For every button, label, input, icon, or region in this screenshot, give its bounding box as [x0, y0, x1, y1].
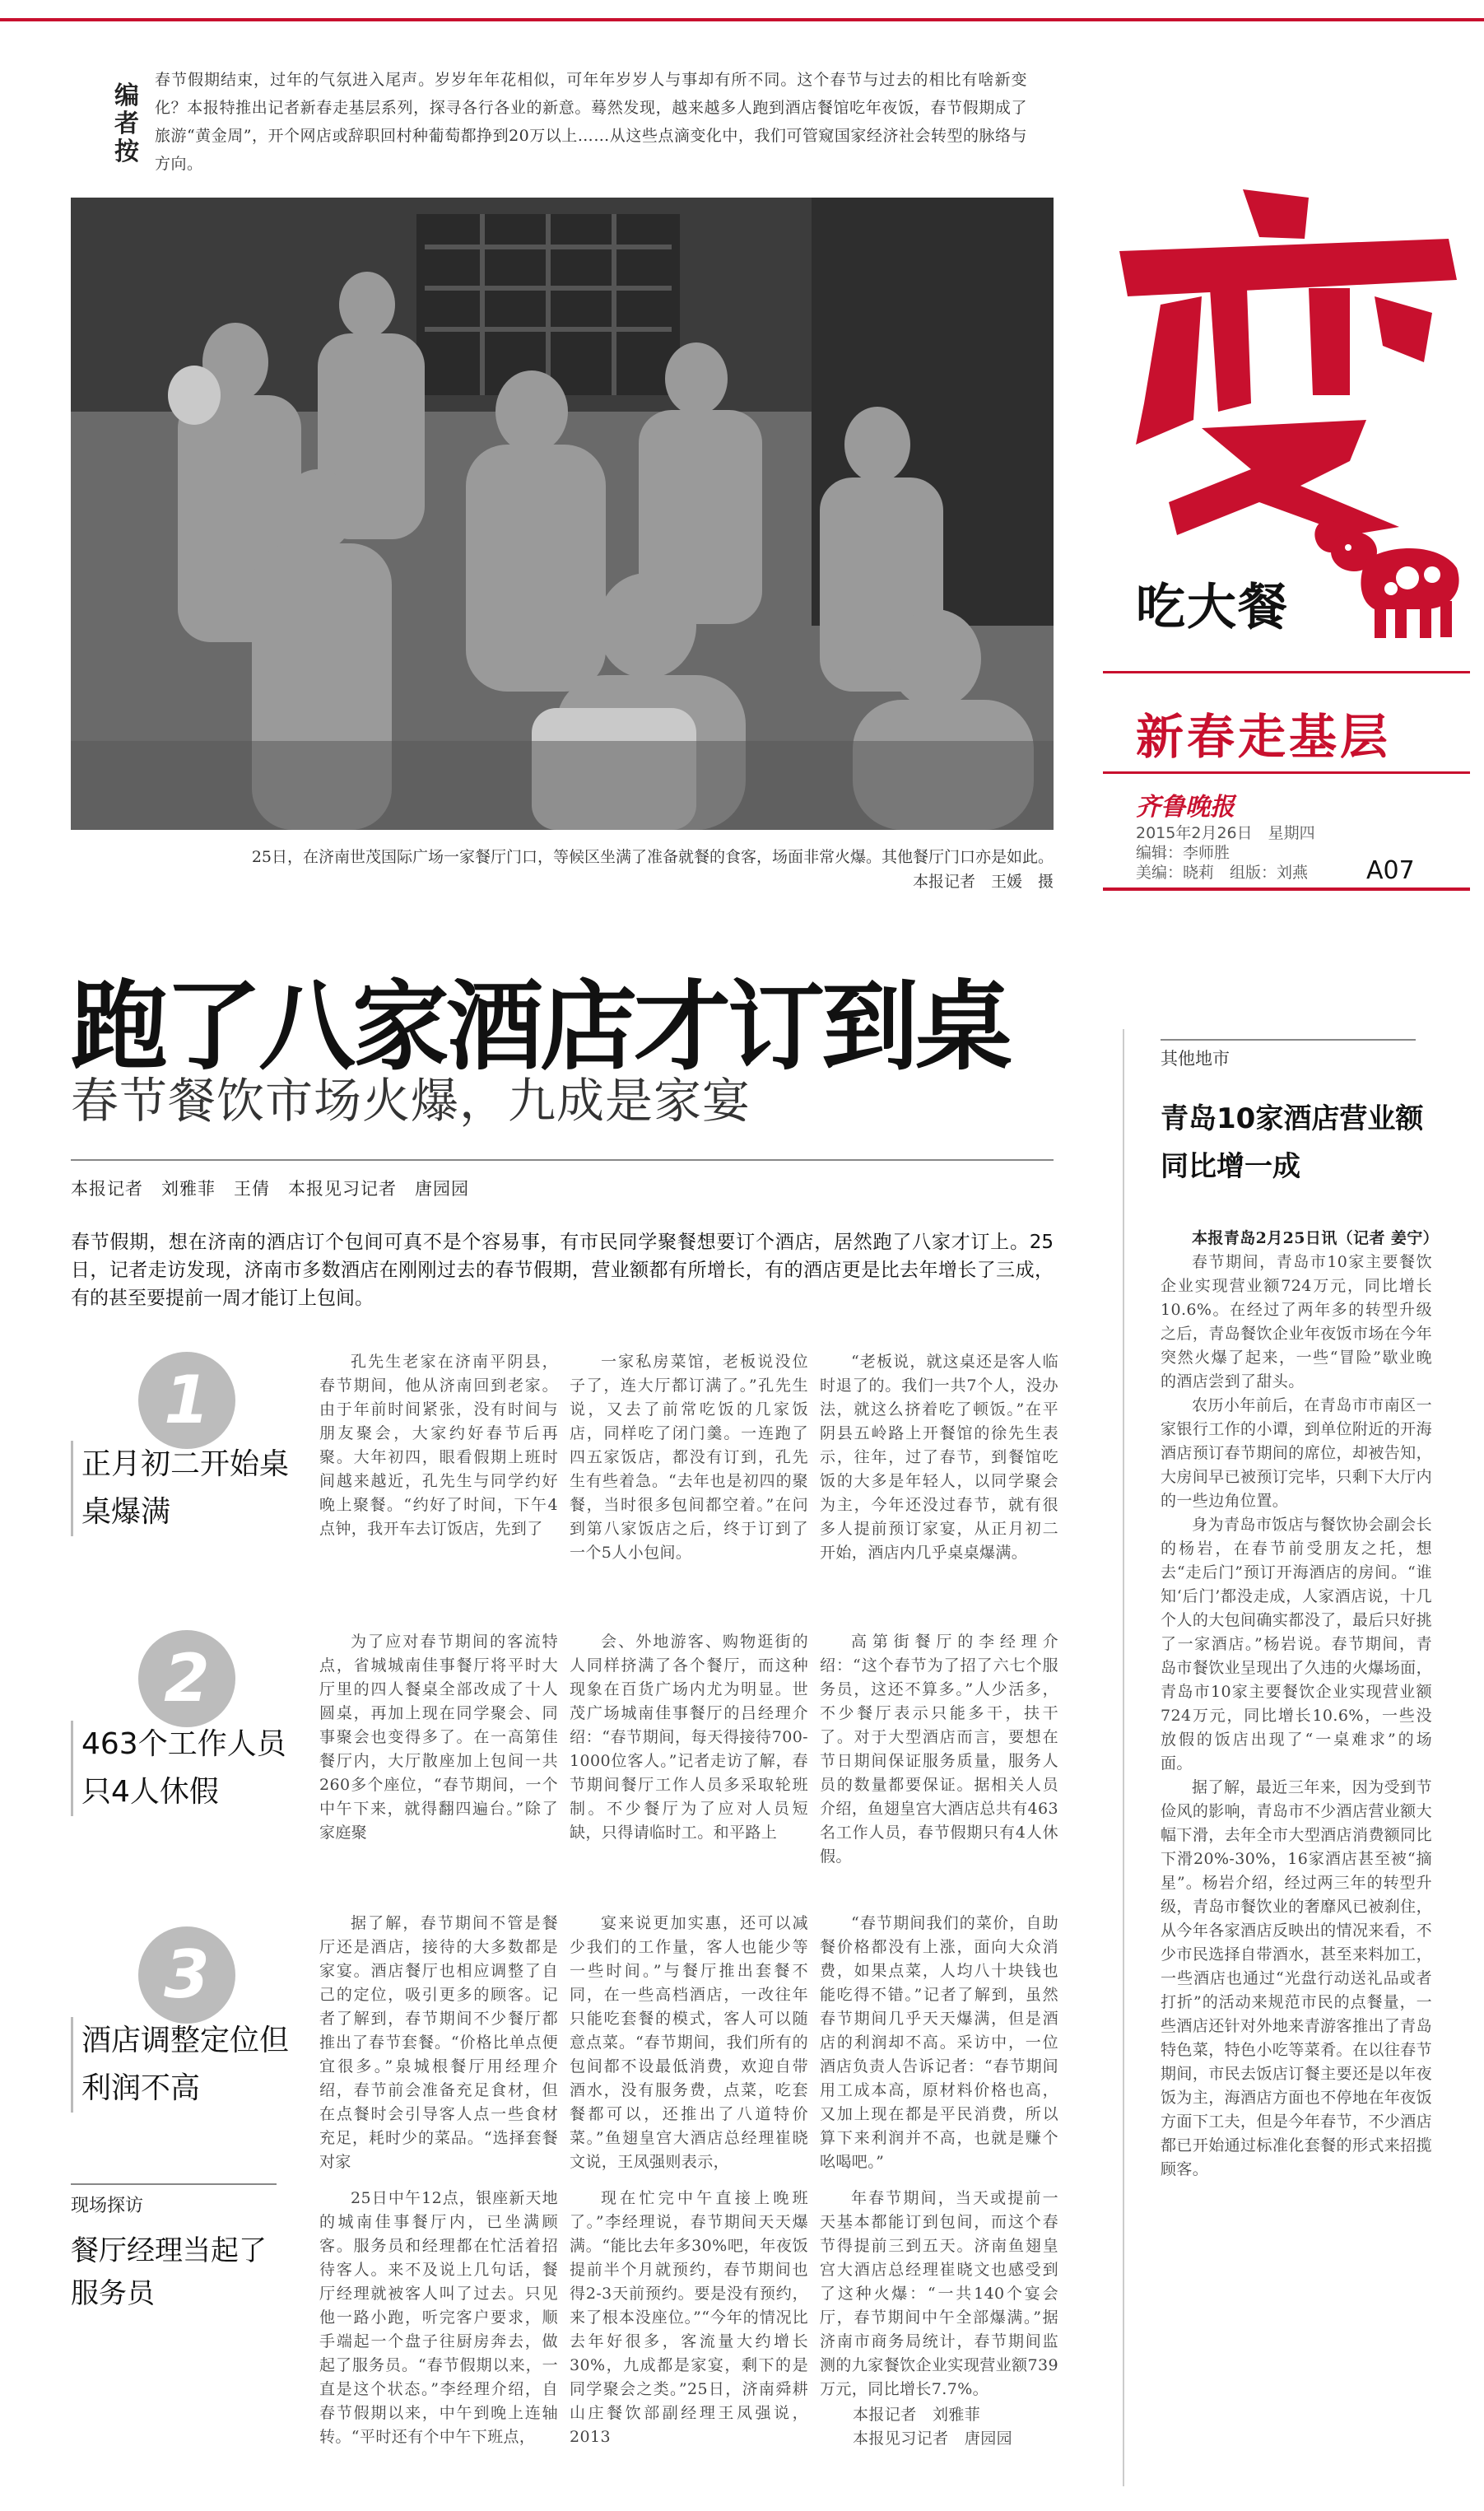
sidebar-paragraph: 据了解，最近三年来，因为受到节俭风的影响，青岛市不少酒店营业额大幅下滑，去年全市大型酒店消费额同比下滑20%-30%，16家酒店甚至被“摘星”。杨岩介绍，经过两三年的转型升级，青岛市餐饮业的奢靡风已被刹住，从今年各家酒店反映出的情况来看，不少市民选择自带酒水，甚至来料加工，一些酒店也通过“光盘行动送礼品或者打折”的活动来规范市民的点餐量，一些酒店还针对外地来青游客推出了青岛特色菜，特色小吃等菜肴。在以往春节期间，市民去饭店订餐主要还是以年夜饭为主，海酒店方面也不停地在年夜饭方面下工夫，但是今年春节，不少酒店都已开始通过标准化套餐的形式来招揽顾客。 [1161, 1778, 1432, 2178]
col-text: “春节期间我们的菜价，自助餐价格都没有上涨，面向大众消费，如果点菜，人均八十块钱也能吃得不错。”记者了解到，虽然春节期间几乎天天爆满，但是酒店的利润却不高。采访中，一位酒店负责人告诉记者：“春节期间用工成本高，原材料价格也高，又加上现在都是平民消费，所以算下来利润并不高，也就是赚个吆喝吧。” [820, 1914, 1058, 2171]
section-number: 2 [164, 1640, 210, 1717]
section-title: 463个工作人员只4人休假 [71, 1721, 309, 1816]
sidebar-text [1161, 1227, 1440, 2182]
photo-caption [198, 845, 1054, 894]
col-text: 宴来说更加实惠，还可以减少我们的工作量，客人也能少等一些时间。”与餐厅推出套餐不同，在一些高档酒店，一改往年只能吃套餐的模式，客人可以随意点菜。“春节期间，我们所有的包间都不设最低消费，欢迎自带酒水，没有服务费，点菜，吃套餐都可以，还推出了八道特价菜。”鱼翅皇宫大酒店总经理崔晓文说，王凤强则表示， [570, 1914, 808, 2171]
section-col [319, 1350, 558, 1541]
col-text: 25日中午12点，银座新天地的城南佳事餐厅内，已坐满顾客。服务员和经理都在忙活着招待客人。来不及说上几句话，餐厅经理就被客人叫了过去。只见他一路小跑，听完客户要求，顺手端起一个盘子往厨房奔去，做起了服务员。“春节假期以来，一直是这个状态。”李经理介绍，自春节假期以来，中午到晚上连轴转。“平时还有个中午下班点， [319, 2189, 558, 2446]
sidebar-paragraph: 春节期间，青岛市10家主要餐饮企业实现营业额724万元，同比增长10.6%。在经过了两年多的转型升级之后，青岛餐饮企业年夜饭市场在今年突然火爆了起来，一些“冒险”歇业晚的酒店尝到了甜头。 [1161, 1253, 1432, 1391]
col-text: 会、外地游客、购物逛街的人同样挤满了各个餐厅，而这种现象在百货广场内尤为明显。世茂广场城南佳事餐厅的吕经理介绍：“春节期间，每天得接待700-1000位客人。”记者走访了解，春节期间餐厅工作人员多采取轮班制。不少餐厅为了应对人员短缺，只得请临时工。和平路上 [570, 1633, 808, 1842]
byline-rule [71, 1159, 1054, 1161]
section-col [319, 1912, 558, 2174]
col-text: 据了解，春节期间不管是餐厅还是酒店，接待的大多数都是家宴。酒店餐厅也相应调整了自己的定位，吸引更多的顾客。记者了解到，春节期间不少餐厅都推出了春节套餐。“价格比单点便宜很多。”泉城根餐厅用经理介绍，春节前会准备充足食材，但在点餐时会引导客人点一些食材充足，耗时少的菜品。“选择套餐对家 [319, 1914, 558, 2171]
editor-note-label: 编者按 [114, 82, 139, 166]
photo-credit: 本报记者 王媛 摄 [912, 873, 1054, 891]
crowd-photo-illustration [71, 198, 1054, 830]
section-title: 酒店调整定位但利润不高 [71, 2017, 309, 2113]
sidebar-title: 青岛10家酒店营业额同比增一成 [1161, 1102, 1424, 1183]
col-text: 孔先生老家在济南平阴县，春节期间，他从济南回到老家。由于年前时间紧张，没有时间与朋友聚会，大家约好春节后再聚。大年初四，眼看假期上班时间越来越近，孔先生与同学约好晚上聚餐。“约好了时间，下午4点钟，我开车去订饭店，先到了 [319, 1353, 558, 1538]
banner-title: 新春走基层 [1136, 709, 1392, 765]
report-label-box [71, 2183, 277, 2217]
section-col [319, 1630, 558, 1845]
section-number: 3 [164, 1936, 210, 2013]
report-credit-1: 本报记者 刘雅菲 [853, 2406, 981, 2424]
report-credit-2: 本报见习记者 唐园园 [853, 2429, 1013, 2448]
section-col [820, 1350, 1058, 1565]
meta-editor: 编辑：李师胜 [1136, 844, 1230, 862]
sidebar-paragraph: 身为青岛市饭店与餐饮协会副会长的杨岩，在春节前受朋友之托，想去“走后门”预订开海酒店的房间。“谁知‘后门’都没走成，人家酒店说，十几个人的大包间确实都没了，最后只好挑了一家酒店。”杨岩说。春节期间，青岛市餐饮业呈现出了久违的火爆场面，青岛市10家主要餐饮企业实现营业额724万元，同比增长10.6%，一些没放假的饭店出现了“一桌难求”的场面。 [1161, 1516, 1432, 1773]
section-col [570, 1350, 808, 1565]
section-col [820, 1630, 1058, 1869]
subheadline: 春节餐饮市场火爆，九成是家宴 [71, 1073, 751, 1129]
sidebar-divider [1123, 1029, 1124, 2486]
headline: 跑了八家酒店才订到桌 [71, 970, 1010, 1083]
sidebar-dateline: 本报青岛2月25日讯（记者 姜宁） [1192, 1229, 1440, 1247]
section-title: 正月初二开始桌桌爆满 [71, 1441, 309, 1536]
section-col [820, 1912, 1058, 2174]
col-text: 年春节期间，当天或提前一天基本都能订到包间，而这个春节得提前三到五天。济南鱼翅皇宫大酒店总经理崔晓文也感受到了这种火爆：“一共140个宴会厅，春节期间中午全部爆满。”据济南市商务局统计，春节期间监测的九家餐饮企业实现营业额739万元，同比增长7.7%。 [820, 2189, 1058, 2398]
lead-paragraph: 春节假期，想在济南的酒店订个包间可真不是个容易事，有市民同学聚餐想要订个酒店，居然跑了八家才订上。25日，记者走访发现，济南市多数酒店在刚刚过去的春节假期，营业额都有所增长，有的酒店更是比去年增长了三成，有的甚至要提前一周才能订上包间。 [71, 1232, 1054, 1309]
top-red-rule [0, 18, 1484, 21]
goat-papercut-icon [1309, 502, 1473, 642]
meta-date: 2015年2月26日 星期四 [1136, 824, 1315, 842]
sidebar-rule [1161, 1039, 1416, 1041]
caption-text: 25日，在济南世茂国际广场一家餐厅门口，等候区坐满了准备就餐的食客，场面非常火爆。其他餐厅门口亦是如此。 [251, 848, 1054, 866]
section-col [570, 1630, 808, 1845]
sidebar-paragraph: 农历小年前后，在青岛市市南区一家银行工作的小谭，到单位附近的开海酒店预订春节期间的席位，却被告知，大房间早已被预订完毕，只剩下大厅内的一些边角位置。 [1161, 1396, 1432, 1510]
section-col [570, 1912, 808, 2174]
col-text: 为了应对春节期间的客流特点，省城城南佳事餐厅将平时大厅里的四人餐桌全部改成了十人圆桌，再加上现在同学聚会、同事聚会也变得多了。在一高第佳餐厅内，大厅散座加上包间一共260多个座位，“春节期间，一个中午下来，就得翻四遍台。”除了家庭聚 [319, 1633, 558, 1842]
brush-character-icon [1103, 173, 1465, 535]
report-col [319, 2187, 558, 2449]
col-text: “老板说，就这桌还是客人临时退了的。我们一共7个人，没办法，就这么挤着吃了顿饭。”在平阴县五岭路上开餐馆的徐先生表示，往年，过了春节，到餐馆吃饭的大多是年轻人，以同学聚会为主，今年还没过春节，就有很多人提前预订家宴，从正月初二开始，酒店内几乎桌桌爆满。 [820, 1353, 1058, 1562]
report-col [820, 2187, 1058, 2451]
page-number: A07 [1366, 856, 1415, 885]
report-col [570, 2187, 808, 2449]
editor-note-text: 春节假期结束，过年的气氛进入尾声。岁岁年年花相似，可年年岁岁人与事却有所不同。这个春节与过去的相比有啥新变化？本报特推出记者新春走基层系列，探寻各行各业的新意。蓦然发现，越来越多人跑到酒店餐馆吃年夜饭，春节假期成了旅游“黄金周”，开个网店或辞职回村种葡萄都挣到20万以上……从这些点滴变化中，我们可管窥国家经济社会转型的脉络与方向。 [155, 71, 1027, 173]
meta-rule [1103, 887, 1470, 891]
masthead-subtitle: 吃大餐 [1136, 579, 1289, 636]
paper-logo: 齐鲁晚报 [1136, 793, 1235, 822]
section-number: 1 [164, 1362, 210, 1438]
report-label: 现场探访 [71, 2196, 144, 2216]
report-title: 餐厅经理当起了服务员 [71, 2234, 267, 2310]
col-text: 高第街餐厅的李经理介绍：“这个春节为了招了六七个服务员，这还不算多。”人少活多，不少餐厅表示只能多干，扶干了。对于大型酒店而言，要想在节日期间保证服务质量，服务人员的数量都要保证。据相关人员介绍，鱼翅皇宫大酒店总共有463名工作人员，春节假期只有4人休假。 [820, 1633, 1058, 1866]
news-photo [71, 198, 1054, 830]
col-text: 现在忙完中午直接上晚班了。”李经理说，春节期间天天爆满。“能比去年多30%吧，年夜饭提前半个月就预约，春节期间也得2-3天前预约。要是没有预约，来了根本没座位。”“今年的情况比去年好很多，客流量大约增长30%，九成都是家宴，剩下的是同学聚会之类。”25日，济南舜耕山庄餐饮部副经理王凤强说，2013 [570, 2189, 808, 2446]
page-meta [1136, 823, 1315, 883]
sidebar-label: 其他地市 [1161, 1049, 1230, 1069]
col-text: 一家私房菜馆，老板说没位子了，连大厅都订满了。”孔先生说，又去了前常吃饭的几家饭店，同样吃了闭门羹。一连跑了四五家饭店，都没有订到，孔先生有些着急。“去年也是初四的聚餐，当时很多包间都空着。”在问到第八家饭店之后，终于订到了一个5人小包间。 [570, 1353, 808, 1562]
byline: 本报记者 刘雅菲 王倩 本报见习记者 唐园园 [71, 1179, 469, 1199]
meta-design: 美编：晓莉 组版：刘燕 [1136, 864, 1309, 882]
